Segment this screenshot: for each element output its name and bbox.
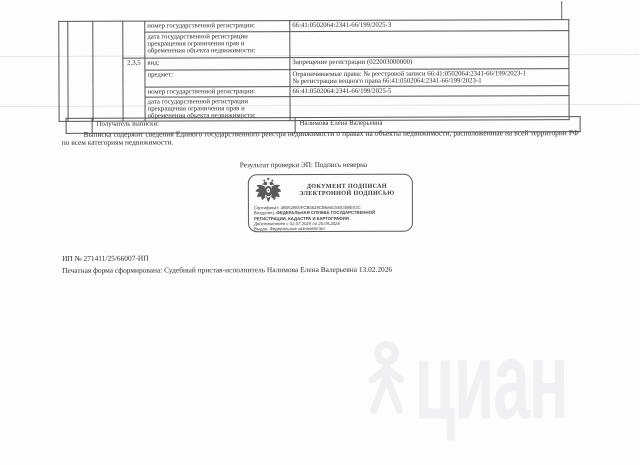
- case-number: ИП № 271411/25/66007-ИП: [62, 253, 149, 263]
- row-label: предмет:: [145, 70, 290, 88]
- empty-cell: [68, 21, 93, 121]
- scan-artifact-line: [561, 1, 562, 20]
- row-value: 66:41:0502064:2341-66/199/2025-5: [290, 86, 569, 97]
- registration-table: [58, 19, 569, 122]
- row-label: дата государственной регистрации прекращения ограничения прав и обременения объекта недвижимости:: [145, 97, 290, 122]
- coat-of-arms-icon: [254, 177, 283, 203]
- owner-line: Владелец: ФЕДЕРАЛЬНАЯ СЛУЖБА ГОСУДАРСТВЕННОЙ РЕГИСТРАЦИИ, КАДАСТРА И КАРТОГРАФИИ: [253, 210, 376, 221]
- record-index-cell: 2,3,5: [123, 58, 145, 121]
- issuer-line: Выдан: Федеральное казначейство: [253, 226, 325, 232]
- watermark-text: циан: [414, 319, 568, 443]
- recipient-value: Налимова Елена Валерьевна: [295, 117, 580, 133]
- row-label: номер государственной регистрации:: [145, 87, 290, 98]
- empty-cell: [59, 21, 68, 121]
- empty-cell: [123, 21, 145, 58]
- row-label: номер государственной регистрации:: [145, 21, 290, 33]
- validity-line: Действителен с 02.07.2025 по 25.09.2026: [253, 220, 340, 227]
- certificate-line: Сертификат: 4B052B00FCB4629CB686C65035BE03C: [253, 204, 361, 211]
- signature-stamp: [248, 174, 413, 233]
- cian-pin-person-icon: [362, 339, 410, 421]
- row-label: дата государственной регистрации прекращения ограничения прав и обременения объекта недвижимости:: [145, 32, 290, 59]
- signature-check-result: Результат проверки ЭП: Подпись неверна: [239, 160, 368, 170]
- recipient-label: Получатель выписки:: [92, 118, 295, 134]
- row-value: 66:41:0502064:2341-66/199/2025-3: [290, 20, 569, 32]
- row-value: Запрещение регистрации (022003000000): [290, 57, 569, 70]
- summary-paragraph: Выписка содержит сведения Единого государственного реестра недвижимости о правах на объекты недвижимости, расположенные на всей территории РФ по всем категориям недвижимости.: [61, 128, 579, 147]
- row-value: [290, 31, 569, 58]
- print-form-line: Печатная форма сформирована: Судебный пристав-исполнитель Налимова Елена Валерьевна 13.02.2026: [62, 264, 393, 275]
- row-value: Ограничиваемые права: № реестровой записи 66:41:0502064:2341-66/199/2023-1 № регистрации вещного права 66:41:0502064:2341-66/199/2023-1: [290, 69, 569, 87]
- row-label: вид:: [145, 58, 290, 71]
- stamp-title: ДОКУМЕНТ ПОДПИСАН ЭЛЕКТРОННОЙ ПОДПИСЬЮ: [299, 182, 395, 198]
- empty-cell: [93, 21, 123, 121]
